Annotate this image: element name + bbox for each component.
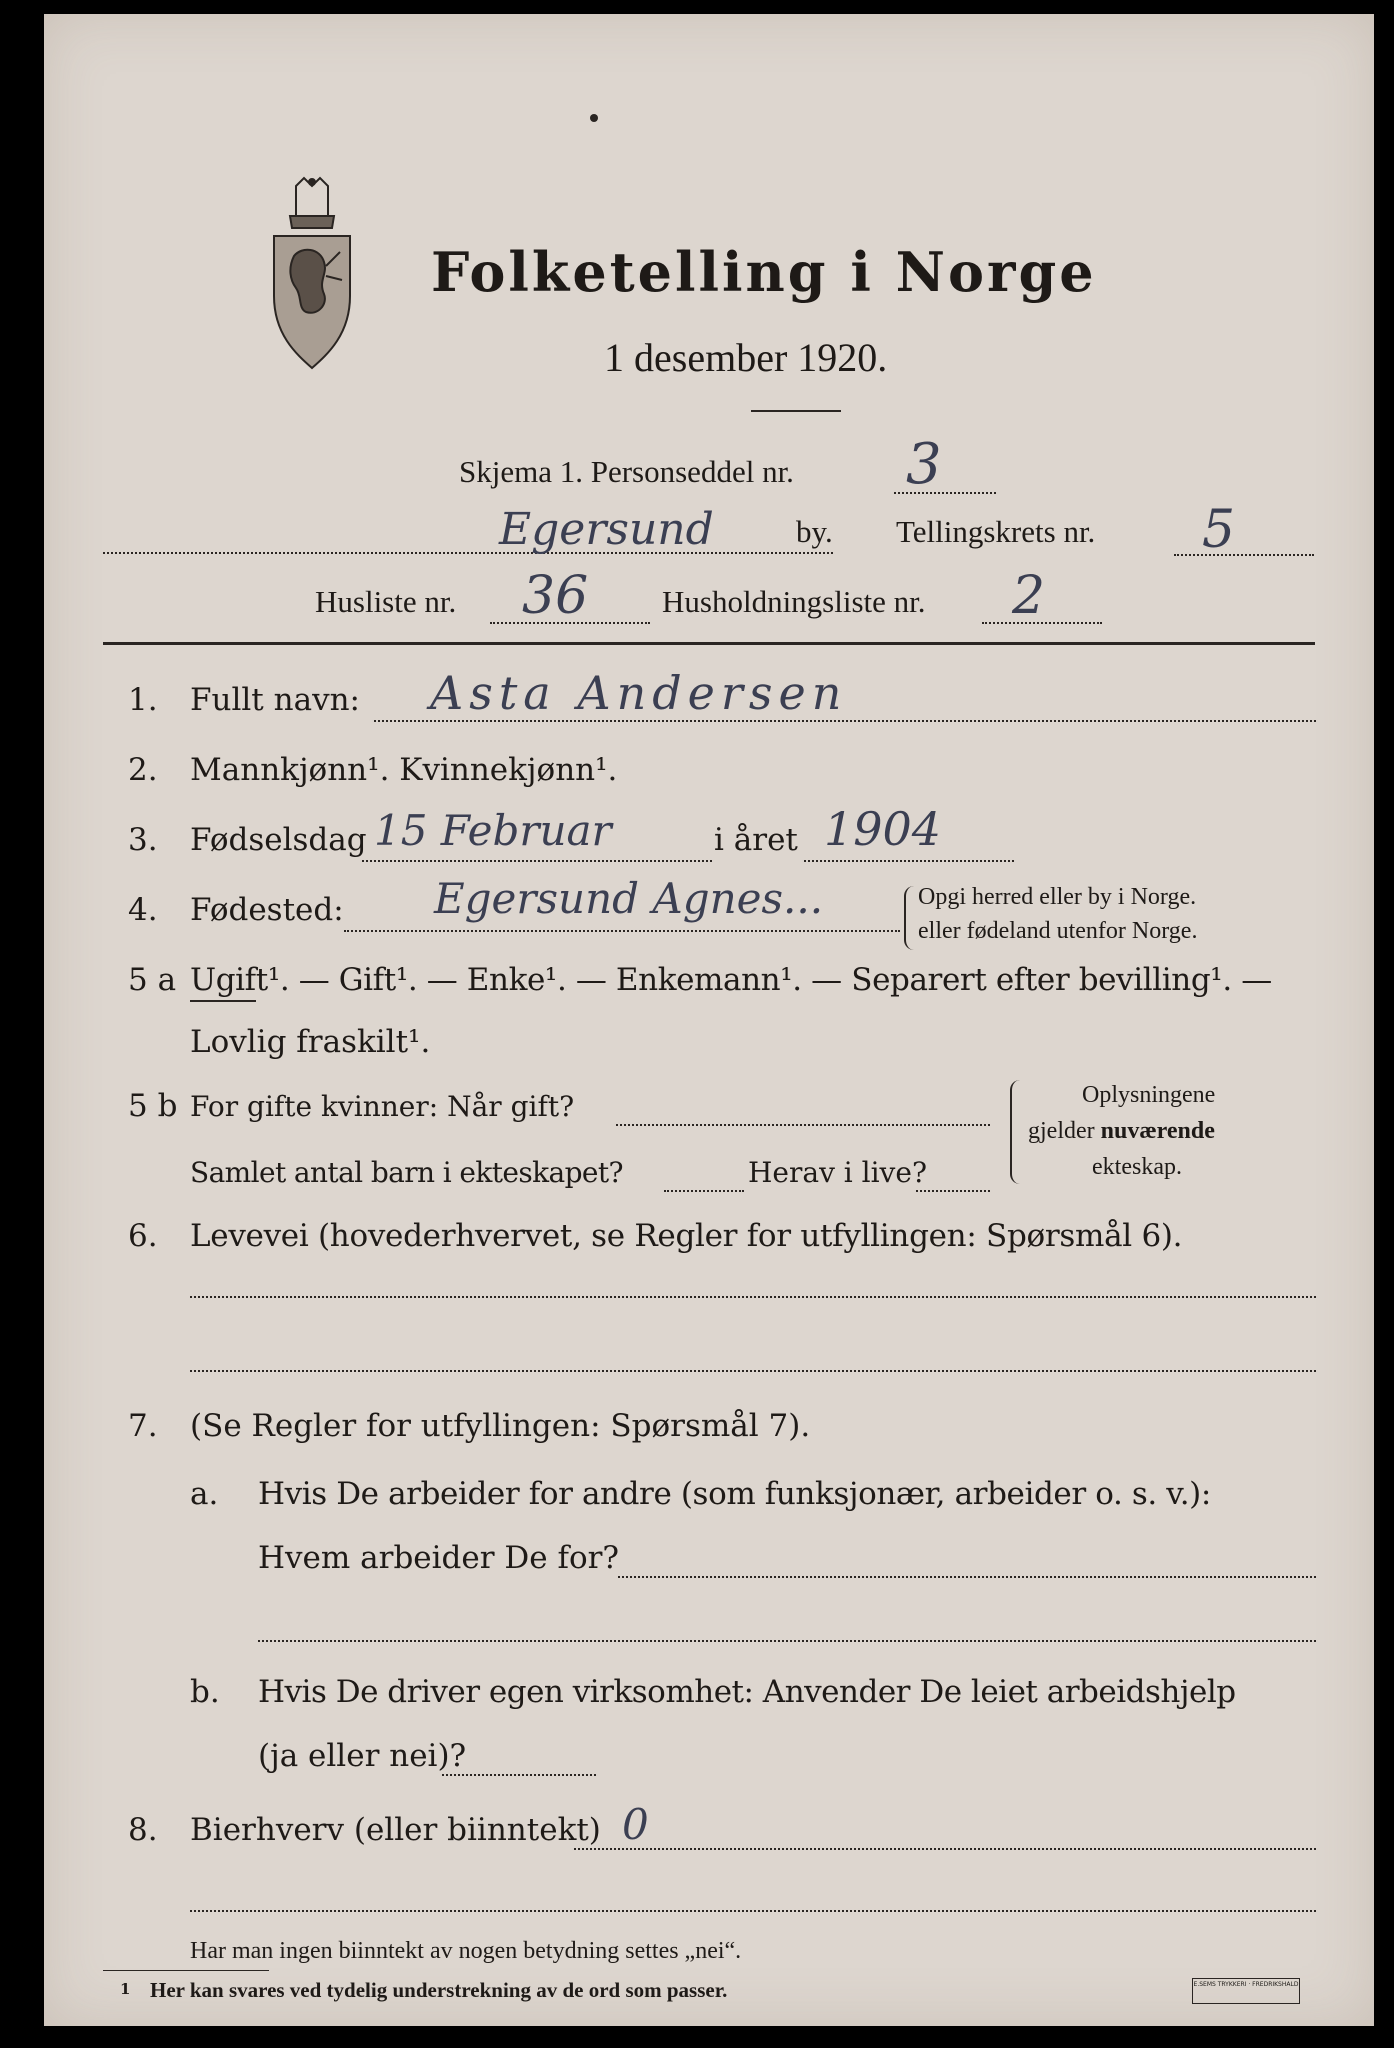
q8-number: 8. <box>128 1812 158 1848</box>
skjema-number-value[interactable]: 3 <box>906 432 942 497</box>
q5b-note-line2 <box>1028 1118 1215 1145</box>
q6-number: 6. <box>128 1218 158 1254</box>
gender-options[interactable]: Mannkjønn¹. Kvinnekjønn¹. <box>190 752 618 788</box>
q8-field-line-2 <box>190 1910 1316 1912</box>
title-rule <box>751 410 841 412</box>
q7a-question: Hvem arbeider De for? <box>258 1540 620 1576</box>
q7b-number: b. <box>190 1674 220 1710</box>
q1-field-line <box>374 720 1316 722</box>
q3-year-field-line <box>804 860 1014 862</box>
q3-year-label: i året <box>714 822 798 858</box>
printer-stamp: E.SEMS TRYKKERI · FREDRIKSHALD <box>1192 1978 1300 2004</box>
q5b-alive-label: Herav i live? <box>748 1156 927 1189</box>
q3-number: 3. <box>128 822 158 858</box>
husholdning-label: Husholdningsliste nr. <box>662 584 926 619</box>
q4-field-line <box>344 930 900 932</box>
q6-text: Levevei (hovederhvervet, se Regler for utfyllingen: Spørsmål 6). <box>190 1218 1183 1254</box>
husliste-value[interactable]: 36 <box>522 566 589 626</box>
q7a-number: a. <box>190 1476 219 1512</box>
q5b-children-label: Samlet antal barn i ekteskapet? <box>190 1156 623 1189</box>
q5b-note-gjelder: gjelder <box>1028 1118 1101 1144</box>
husholdning-value[interactable]: 2 <box>1012 566 1046 626</box>
secondary-income-value[interactable]: 0 <box>622 1800 649 1849</box>
q7b-field-line <box>442 1774 596 1776</box>
q7-number: 7. <box>128 1408 158 1444</box>
q5b-note-brace <box>1010 1080 1022 1184</box>
full-name-value[interactable]: Asta Andersen <box>430 666 848 720</box>
q5b-married-field-line <box>616 1124 990 1126</box>
census-form <box>44 14 1374 2026</box>
form-title: Folketelling i Norge <box>431 240 1097 304</box>
by-field-line <box>103 552 833 554</box>
q5b-note-line1: Oplysningene <box>1082 1082 1216 1108</box>
q4-note-line1: Opgi herred eller by i Norge. <box>918 884 1197 910</box>
q4-label: Fødested: <box>190 892 344 928</box>
q5b-note-nuvaerende: nuværende <box>1100 1118 1215 1144</box>
q5b-note-line3: ekteskap. <box>1092 1154 1182 1180</box>
q6-field-line-2 <box>190 1370 1316 1372</box>
q7a-text: Hvis De arbeider for andre (som funksjonær, arbeider o. s. v.): <box>258 1476 1211 1512</box>
footnote-number: 1 <box>120 1980 131 1998</box>
q3-label: Fødselsdag <box>190 822 367 858</box>
q5b-alive-field-line <box>916 1190 990 1192</box>
q2-number: 2. <box>128 752 158 788</box>
birth-date-value[interactable]: 15 Februar <box>374 806 612 855</box>
form-date: 1 desember 1920. <box>604 335 888 380</box>
footnote-text: Her kan svares ved tydelig understrekning av de ord som passer. <box>150 1978 728 2002</box>
q5b-married-label: For gifte kvinner: Når gift? <box>190 1090 575 1123</box>
q5b-children-field-line <box>664 1190 744 1192</box>
skjema-label: Skjema 1. Personseddel nr. <box>459 454 794 489</box>
punch-dot <box>590 114 598 122</box>
q3-field-line <box>362 860 712 862</box>
footnote-rule <box>103 1970 269 1971</box>
q4-note-brace <box>904 886 916 950</box>
q7-text: (Se Regler for utfyllingen: Spørsmål 7). <box>190 1408 811 1444</box>
q6-field-line-1 <box>190 1296 1316 1298</box>
q5a-number: 5 a <box>128 962 177 998</box>
q4-note-line2: eller fødeland utenfor Norge. <box>918 918 1198 944</box>
norwegian-coat-of-arms-icon <box>266 176 358 376</box>
tellingskrets-field-line <box>1174 554 1314 556</box>
by-value[interactable]: Egersund <box>499 504 714 555</box>
header-divider <box>103 642 1315 645</box>
by-label: by. <box>796 514 833 549</box>
marital-status-options-cont[interactable]: Lovlig fraskilt¹. <box>190 1024 431 1060</box>
biinntekt-note: Har man ingen biinntekt av nogen betydning settes „nei“. <box>190 1938 742 1964</box>
q1-label: Fullt navn: <box>190 682 360 718</box>
husliste-label: Husliste nr. <box>315 584 457 619</box>
q8-field-line <box>574 1848 1316 1850</box>
q7a-field-line-1 <box>618 1576 1316 1578</box>
tellingskrets-value[interactable]: 5 <box>1202 500 1236 560</box>
q8-label: Bierhverv (eller biinntekt) <box>190 1812 601 1848</box>
marital-status-options[interactable]: Ugift¹. — Gift¹. — Enke¹. — Enkemann¹. — Separert efter bevilling¹. — <box>190 962 1272 998</box>
ugift-underline <box>190 1000 256 1002</box>
q7a-field-line-2 <box>258 1640 1316 1642</box>
birth-year-value[interactable]: 1904 <box>824 802 942 856</box>
q5b-number: 5 b <box>128 1088 178 1124</box>
q4-number: 4. <box>128 892 158 928</box>
q1-number: 1. <box>128 682 158 718</box>
q7b-text: Hvis De driver egen virksomhet: Anvender De leiet arbeidshjelp <box>258 1674 1236 1710</box>
q7b-question: (ja eller nei)? <box>258 1738 467 1774</box>
tellingskrets-label: Tellingskrets nr. <box>896 514 1096 549</box>
birthplace-value[interactable]: Egersund Agnes... <box>434 874 824 923</box>
